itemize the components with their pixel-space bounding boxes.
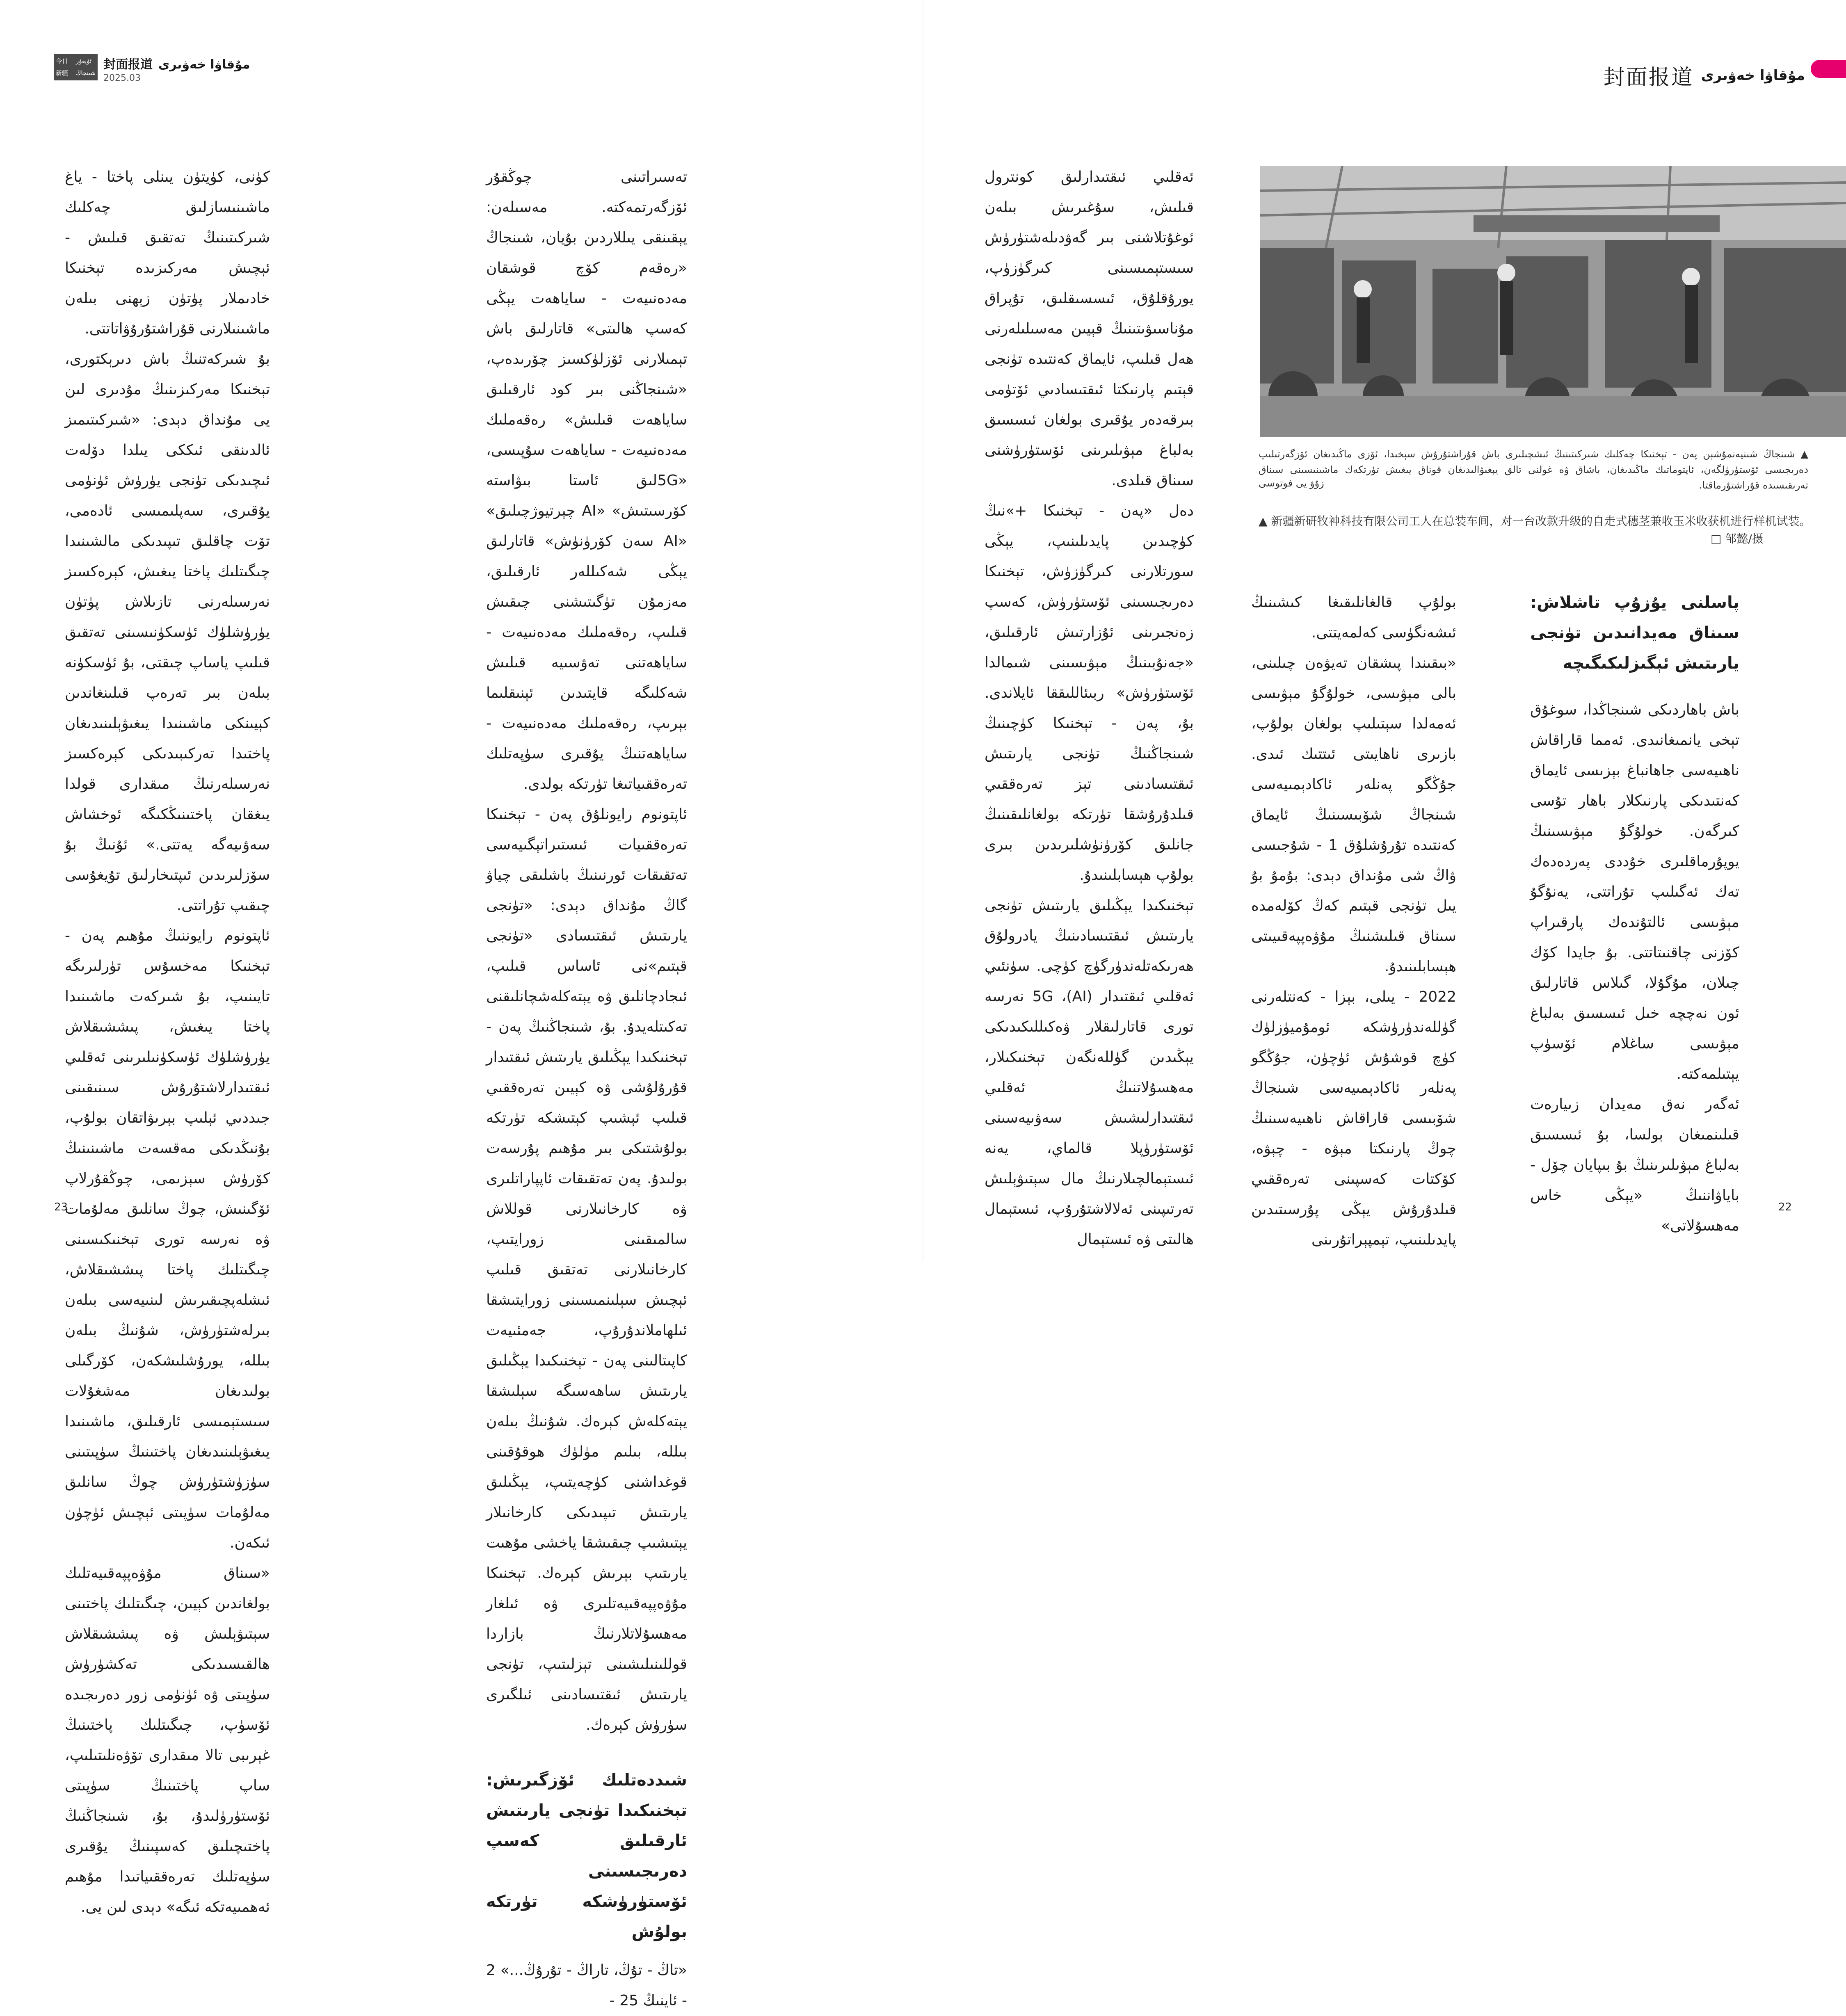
section-title-ug: مۇقاۋا خەۋىرى [158, 57, 250, 72]
body-paragraph: ئاپتونوم رايونلۇق پەن - تېخنىكا تەرەققىيات ئىستىراتېگىيەسى تەتقىقات ئورنىنىڭ باشلىقى چياۋ گاڭ مۇنداق دېدى: «تۈنجى يارىتىش ئىقتىسادى «تۈنجى قېتىم»نى ئاساس قىلىپ، ئىجادچانلىق ۋە يېتەكلەشچانلىقنى تەكىتلەيدۇ. بۇ، شىنجاڭنىڭ پەن - تېخنىكىدا يېڭىلىق يارىتىش ئىقتىدار قۇرۇلۇشى ۋە كېيىن تەرەققىي قىلىپ ئېشىپ كېتىشكە تۈرتكە بولۇشتىكى بىر مۇھىم پۇرسەت بولىدۇ. پەن تەتقىقات ئاپپاراتلىرى ۋە كارخانىلارنى قوللاش سالمىقىنى زورايتىپ، كارخانىلارنى تەتقىق قىلىپ ئېچىش سېلىنمىسىنى زورايتىشقا ئىلھاملاندۇرۇپ، جەمئىيەت كاپىتالىنى پەن - تېخنىكىدا يېڭىلىق يارىتىش ساھەسىگە سېلىشقا يېتەكلەش كېرەك. شۇنىڭ بىلەن بىللە، بىلىم مۈلۈك ھوقۇقىنى قوغداشنى كۈچەيتىپ، يېڭىلىق يارىتىش تىپىدىكى كارخانىلار يېتىشىپ چىقىشقا ياخشى مۇھىت يارىتىپ بېرىش كېرەك. تېخنىكا مۇۋەپپەقىيەتلىرى ۋە ئىلغار مەھسۇلاتلارنىڭ بازاردا قوللىنىلىشىنى تېزلىتىپ، تۈنجى يارىتىش ئىقتىسادىنى ئىلگىرى سۈرۈش كېرەك. [486, 806, 687, 1733]
left-page [0, 0, 923, 2009]
logo-line: 今日 [56, 57, 69, 65]
article-headline: پاسلنى يۇزۇپ تاشلاش: سىناق مەيدانىدىن تۈنجى يارىتىش ئېگىزلىكىگىچە [1530, 593, 1739, 673]
section-accent-tab [1811, 60, 1846, 78]
issue-date: 2025.03 [103, 73, 141, 83]
body-paragraph: بۇ شىركەتنىڭ باش دىرېكتورى، تېخنىكا مەركىزىنىڭ مۇدىرى لىن يى مۇنداق دېدى: «شىركىتىمىز ئالدىنقى ئىككى يىلدا دۆلەت ئىچىدىكى تۈنجى يۈرۈش ئۈنۈمى يۇقىرى، سەپلىمىسى ئادەمى، تۆت چاقلىق تىپىدىكى مالشىنىدا چىگىتلىك پاختا يىغىش، كېرەكسىز نەرسىلەرنى تازىلاش پۈتۈن يۈرۈشلۈك ئۈسكۈنىسىنى تەتقىق قىلىپ ياساپ چىقتى، بۇ ئۈسكۈنە بىلەن بىر تەرەپ قىلىنغاندىن كېيىنكى ماشىنىدا يىغىۋېلىنىدىغان پاختىدا تەركىبىدىكى كېرەكسىز نەرسىلەرنىڭ مىقدارى قولدا يىغقان پاختىنىڭكىگە ئوخشاش سەۋىيەگە يەتتى.» ئۇنىڭ بۇ سۆزلىرىدىن ئىپتىخارلىق تۇيغۇسى چىقىپ تۇراتتى. [65, 351, 270, 914]
section-subheading: شىددەتلىك ئۆزگىرىش: تېخنىكىدا تۈنجى يارىتىش ئارقىلىق كەسپ دەرىجىسىنى ئۆستۈرۈشكە تۈرتكە بولۇش [486, 1771, 687, 1941]
photo-credit-ug: زۇۋ يى فوتوسى [1259, 477, 1324, 489]
body-paragraph: «تاڭ - تۇڭ، تاراڭ - تۇرۇڭ...» 2 - ئاينىڭ 25 - [486, 1962, 687, 2009]
logo-line: 新疆 [56, 69, 69, 77]
right-page-column-left [985, 162, 1194, 1248]
body-paragraph: 2022 - يىلى، بېزا - كەنتلەرنى گۈللەندۈرۈشكە ئومۇميۈزلۈك كۈچ قوشۇش ئۈچۈن، جۇڭگو پەنلەر ئاكادېمىيەسى شىنجاڭ شۆبىسى قاراقاش ناھىيەسىنىڭ چوڭ پارنىكتا مېۋە - چېۋە، كۆكتات كەسپىنى تەرەققىي قىلدۇرۇش يېڭى پۇرسىتىدىن پايدىلىنىپ، تېمپېراتۇرىنى [1251, 989, 1456, 1248]
page-number-right: 22 [1778, 1201, 1792, 1213]
body-paragraph: دەل «پەن - تېخنىكا +»نىڭ كۈچىدىن پايدىلىنىپ، يېڭى سورتلارنى كىرگۈزۈش، تېخنىكا دەرىجىسىنى ئۆستۈرۈش، كەسپ زەنجىرىنى ئۇزارتىش ئارقىلىق، «جەنۇبىنىڭ مېۋىسىنى شىمالدا ئۆستۈرۈش» ربىئاللىققا ئايلاندى. بۇ، پەن - تېخنىكا كۈچىنىڭ شىنجاڭنىڭ تۈنجى يارىتىش ئىقتىسادىنى تېز تەرەققىي قىلدۇرۇشقا تۈرتكە بولغانلىقىنىڭ جانلىق كۆرۈنۈشلىرىدىن بىرى بولۇپ ھېسابلىنىدۇ. [985, 502, 1194, 884]
body-paragraph: باش باھاردىكى شىنجاڭدا، سوغۇق تېخى يانمىغانىدى. ئەمما قاراقاش ناھىيەسى جاھانباغ بېزىسى ئايماق كەنتىدىكى پارنىكلار باھار تۇسى كىرگەن. خولۇگۇ مېۋىسىنىڭ يوپۇرماقلىرى خۇددى پەردەدەك تەك ئەگىلىپ تۇراتتى، يەنۇگۇ مېۋىسى ئالتۇندەك پارقىراپ كۆزنى چاقنىتاتتى. بۇ جايدا كۆك چىلان، مۇگۇلا، گىلاس قاتارلىق ئون نەچچە خىل ئىسسىق بەلباغ مېۋىسى ساغلام ئۆسۈپ يېتىلمەكتە. [1530, 701, 1739, 1082]
left-page-column-right [486, 162, 687, 2009]
left-page-column-left [65, 162, 270, 1916]
photo-credit-cn: □ 邹懿/摄 [1711, 532, 1764, 546]
photo-caption-ug: ▲ شىنجاڭ شىنيەنمۇشېن پەن - تېخنىكا چەكلىك شىركىتىنىڭ ئىشچىلىرى باش قۇراشتۇرۇش سېخىدا، ئۆزى ماڭىدىغان ئۆزگەرتىلىپ دەرىجىسى ئۆستۈرۈلگەن، ئاپتوماتىك ماڭىدىغان، باشاق ۋە غولنى تالق يېغىۋالىدىغان قوناق يىغىش تۈرتكەك ماشىنىسىنى سىناق تەرىقىسىدە قۇراشتۇرماقتا. [1259, 448, 1808, 491]
right-header [1604, 60, 1805, 91]
logo-line: شىنجاڭ [76, 69, 96, 77]
body-paragraph: ئاپتونوم رايوننىڭ مۇھىم پەن - تېخنىكا مەخسۇس تۈرلىرىگە تايىنىپ، بۇ شىركەت ماشىنىدا پاختا يىغىش، پىششىقلاش يۈرۈشلۈك ئۈسكۈنىلىرىنى ئەقلىي ئىقتىدارلاشتۇرۇش سىنىقىنى جىددىي ئېلىپ بېرىۋاتقان بولۇپ، بۇنىڭدىكى مەقسەت ماشىنىنىڭ كۆرۈش سېزىمى، چوڭقۇرلاپ ئۆگىنىش، چوڭ سانلىق مەلۇمات ۋە نەرسە تورى تېخنىكىسىنى چىگىتلىك پاختا پىششىقلاش، ئىشلەپچىقىرىش لىنىيەسى بىلەن بىرلەشتۈرۈش، شۇنىڭ بىلەن بىللە، يورۇشلىشكەن، كۆرگىلى بولىدىغان مەشغۇلات سىستېمىسى ئارقىلىق، ماشىنىدا يىغىۋېلىنىدىغان پاختىنىڭ سۈپىتىنى سۈزۈشتۈرۈش چوڭ سانلىق مەلۇمات سۈپىتى ئېچىش ئۈچۈن ئىكەن. [65, 927, 270, 1551]
body-paragraph: ئەقلىي ئىقتىدارلىق كونترول قىلىش، سۇغىرىش بىلەن ئوغۇتلاشنى بىر گەۋدىلەشتۈرۈش سىستېمىسىنى كىرگۈزۈپ، يورۇقلۇق، ئىسسىقلىق، تۇپراق مۇناسىۋىتىنىڭ قېيىن مەسىلىلەرنى ھەل قىلىپ، ئايماق كەنتىدە تۈنجى قېتىم پارنىكتا ئىقتىسادىي ئۆتۈمى بىرقەدەر يۇقىرى بولغان ئىسسىق بەلباغ مېۋىلىرىنى ئۆستۈرۈشنى سىناق قىلدى. [985, 169, 1194, 489]
body-paragraph: «سىناق مۇۋەپپەقىيەتلىك بولغاندىن كېيىن، چىگىتلىك پاختىنى سېتىۋېلىش ۋە پىششىقلاش ھالقىسىدىكى تەكشۈرۈش سۈپىتى ۋە ئۈنۈمى زور دەرىجىدە ئۆسۈپ، چىگىتلىك پاختىنىڭ غېرىبى تالا مىقدارى تۆۋەنلىتىلىپ، ساپ پاختىنىڭ سۈپىتى ئۆستۈرۈلىدۇ، بۇ، شىنجاڭنىڭ پاختىچىلىق كەسپىنىڭ يۇقىرى سۈپەتلىك تەرەققىياتىدا مۇھىم ئەھمىيەتكە ئىگە» دېدى لىن يى. [65, 1565, 270, 1916]
body-paragraph: بولۇپ قالغانلىقىغا كىشىنىڭ ئىشەنگۈسى كەلمەيتتى. [1251, 594, 1456, 641]
factory-photo [1260, 166, 1846, 437]
section-title-cn: 封面报道 [1603, 65, 1694, 90]
magazine-logo [54, 54, 98, 80]
left-header [54, 54, 250, 83]
body-paragraph: كۈنى، كۈيتۈن يىنلى پاختا - ياغ ماشىنىسازلىق چەكلىك شىركىتىنىڭ تەتقىق قىلىش - ئېچىش مەركىزىدە تېخنىكا خادىملار پۈتۈن زېھنى بىلەن ماشىنىلارنى قۇراشتۇرۇۋاتاتتى. [65, 169, 270, 337]
page-number-left: 23 [54, 1201, 68, 1213]
right-page-column-right [1530, 587, 1739, 1234]
photo-caption-cn: ▲ 新疆新研牧神科技有限公司工人在总装车间，对一台改款升级的自走式穗茎兼收玉米收获机进行样机试装。 [1259, 514, 1811, 528]
factory-photo-illustration [1260, 166, 1846, 437]
body-paragraph: تېخنىكىدا يېڭىلىق يارىتىش تۈنجى يارىتىش ئىقتىسادىنىڭ يادرولۇق ھەرىكەتلەندۈرگۈچ كۈچى. سۈنئىي ئەقلىي ئىقتىدار (AI)، 5G نەرسە تورى قاتارلىقلار ۋەكىللىكىدىكى يېڭىدىن گۈللەنگەن تېخنىكىلار، مەھسۇلاتنىڭ ئەقلىي ئىقتىدارلىشىش سەۋىيەسىنى ئۆستۈرۈپلا قالماي، يەنە ئىستېمالچىلارنىڭ مال سېتىۋېلىش تەرتىپىنى ئەلالاشتۇرۇپ، ئىستېمال ھالىتى ۋە ئىستېمال [985, 897, 1194, 1248]
logo-line: ئۇيغۇر [76, 57, 92, 65]
body-paragraph: تەسىراتىنى چوڭقۇر ئۆزگەرتمەكتە. مەسىلەن: يېقىنقى يىللاردىن بۇيان، شىنجاڭ «رەقەم كۆچ قوشقان مەدەنىيەت - ساياھەت يېڭى كەسپ ھالىتى» قاتارلىق باش تېمىلارنى ئۆزلۈكسىز چۆرىدەپ، «شىنجاڭنى بىر كود ئارقىلىق ساياھەت قىلىش» رەقەملىك مەدەنىيەت - ساياھەت سۇپىسى، «5Gلىق ئاستا بىۋاستە كۆرسىتىش» «AI چېرتيوژچىلىق» «AI سەن كۆرۈنۈش» قاتارلىق يېڭى شەكىللەر ئارقىلىق، مەزمۇن تۈگىتىشنى چىقىش قىلىپ، رەقەملىك مەدەنىيەت - ساياھەتنى تەۋسىيە قىلىش شەكلىگە قايتىدىن ئېنىقلىما بېرىپ، رەقەملىك مەدەنىيەت - ساياھەتنىڭ يۇقىرى سۈپەتلىك تەرەققىياتىغا تۈرتكە بولدى. [486, 169, 687, 792]
right-page-column-middle [1251, 587, 1456, 1248]
section-title-ug: مۇقاۋا خەۋىرى [1701, 67, 1805, 84]
section-title-cn: 封面报道 [103, 57, 153, 72]
body-paragraph: ئەگەر نەق مەيدان زىيارەت قىلىنمىغان بولسا، بۇ ئىسسىق بەلباغ مېۋىلىرىنىڭ بۇ بىپايان چۆل - باياۋاننىڭ «يېڭى خاس مەھسۇلاتى» [1530, 1096, 1739, 1234]
body-paragraph: «بىقىندا پىشقان تەيۋەن چىلىنى، بالى مېۋىسى، خولۇگۇ مېۋىسى ئەمەلدا سېتىلىپ بولغان بولۇپ، بازىرى ناھايىتى ئىتتىك ئىدى. جۇڭگو پەنلەر ئاكادېمىيەسى شىنجاڭ شۆبىسىنىڭ ئايماق كەنتىدە تۇرۇشلۇق 1 - شۇجىسى ۋاڭ شى مۇنداق دېدى: بۇمۇ بۇ يىل تۈنجى قېتىم كەڭ كۆلەمدە سىناق قىلىشنىڭ مۇۋەپپەقىيىتى ھېسابلىنىدۇ. [1251, 655, 1456, 975]
right-page [923, 0, 1846, 1261]
